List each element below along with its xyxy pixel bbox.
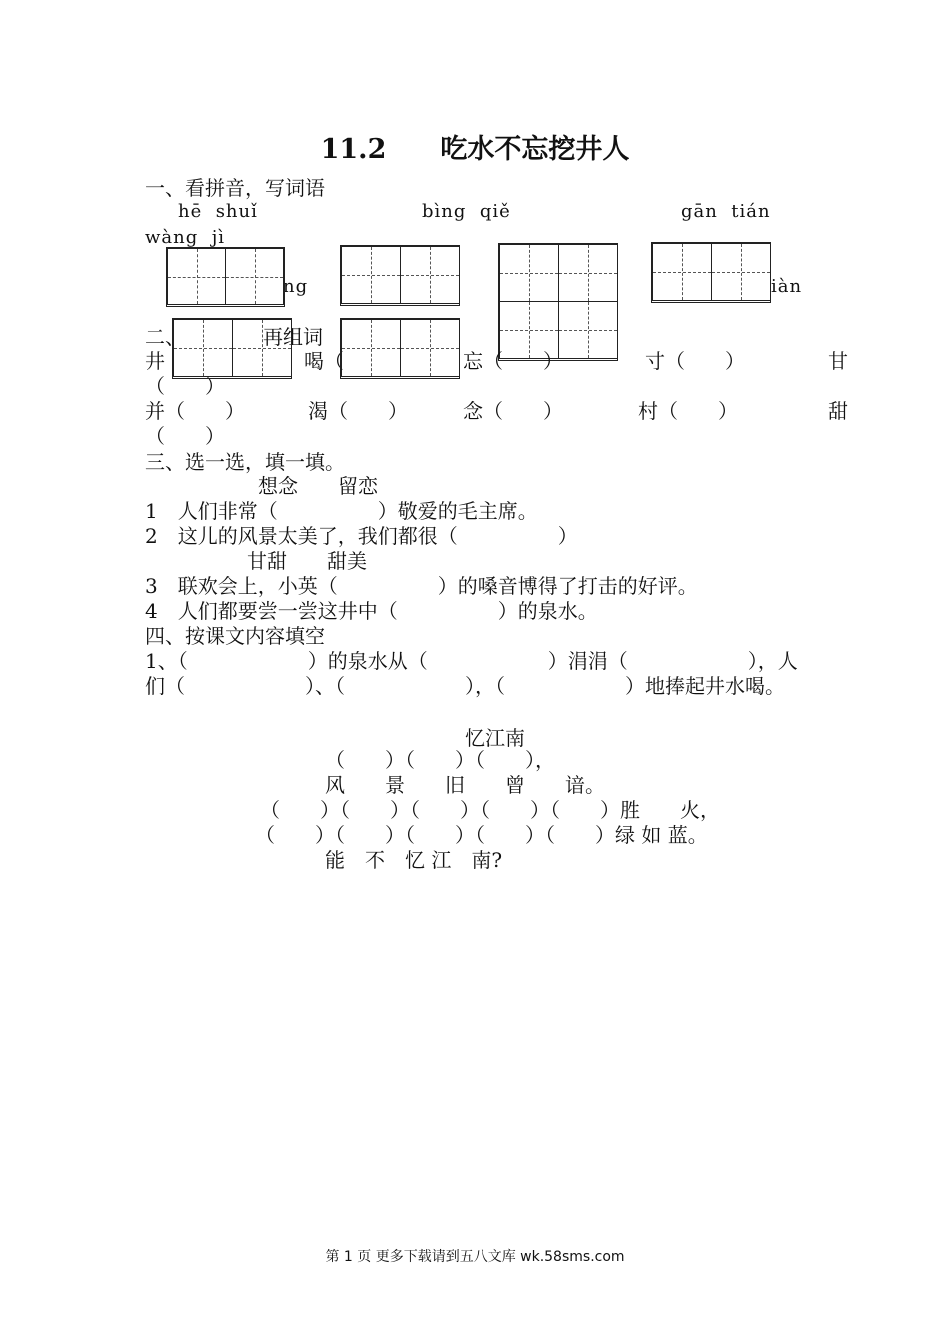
section1-heading: 一、看拼音，写词语	[145, 176, 325, 200]
page-title: 11.2 吃水不忘挖井人	[320, 134, 630, 165]
fill-line-2: 们（ ）、（ ），（ ）地捧起井水喝。	[145, 674, 785, 698]
word-row2-item6: （ ）	[145, 424, 225, 448]
word-row1-item6: （ ）	[145, 374, 225, 398]
poem-line-1: （ ）（ ）（ ），	[325, 748, 555, 772]
options-1: 想念 留恋	[258, 474, 378, 498]
poem-line-5: 能 不 忆 江 南?	[325, 848, 503, 872]
question-3: 3 联欢会上，小英（ ）的嗓音博得了打击的好评。	[145, 574, 698, 598]
word-row1-item1: 井	[145, 349, 165, 373]
options-2: 甘甜 甜美	[247, 549, 367, 573]
word-row1-item3: 忘（ ）	[463, 349, 563, 373]
pinyin-3: gān tián	[681, 201, 771, 222]
word-row1-item2: 喝（	[304, 349, 344, 373]
section3-heading: 三、选一选，填一填。	[145, 450, 345, 474]
word-row2-item3: 念（ ）	[463, 399, 563, 423]
page-footer: 第 1 页 更多下载请到五八文库 wk.58sms.com	[325, 1249, 625, 1265]
writing-grid-2[interactable]	[340, 245, 460, 306]
question-4: 4 人们都要尝一尝这井中（ ）的泉水。	[145, 599, 598, 623]
writing-grid-1[interactable]	[166, 247, 285, 307]
section2-heading-tail: 再组词	[263, 325, 323, 349]
pinyin-4: wàng jì	[145, 227, 226, 248]
pinyin-1: hē shuǐ	[178, 201, 258, 222]
question-2: 2 这儿的风景太美了，我们都很（ ）	[145, 524, 578, 548]
poem-line-3: （ ）（ ）（ ）（ ）（ ）胜 火，	[260, 798, 720, 822]
word-row2-item1: 并（ ）	[145, 399, 245, 423]
word-row2-item4: 村（ ）	[638, 399, 738, 423]
word-row1-item4: 寸（ ）	[645, 349, 745, 373]
poem-line-2: 风 景 旧 曾 谙。	[325, 773, 605, 797]
word-row2-item5: 甜	[828, 399, 848, 423]
pinyin-2: bìng qiě	[422, 201, 511, 222]
writing-grid-3[interactable]	[498, 243, 618, 361]
word-row2-item2: 渴（ ）	[308, 399, 408, 423]
poem-line-4: （ ）（ ）（ ）（ ）（ ）绿 如 蓝。	[255, 823, 708, 847]
section4-heading: 四、按课文内容填空	[145, 624, 325, 648]
pinyin-5: ng	[283, 276, 309, 297]
pinyin-6: iàn	[771, 276, 803, 297]
question-1: 1 人们非常（ ）敬爱的毛主席。	[145, 499, 538, 523]
poem-title: 忆江南	[465, 726, 525, 750]
writing-grid-6[interactable]	[340, 318, 460, 379]
writing-grid-5[interactable]	[172, 318, 292, 379]
section2-heading-fragment: 二、	[145, 325, 185, 349]
word-row1-item5: 甘	[828, 349, 848, 373]
writing-grid-4[interactable]	[651, 242, 771, 303]
fill-line-1: 1、（ ）的泉水从（ ）涓涓（ ），人	[145, 649, 798, 673]
